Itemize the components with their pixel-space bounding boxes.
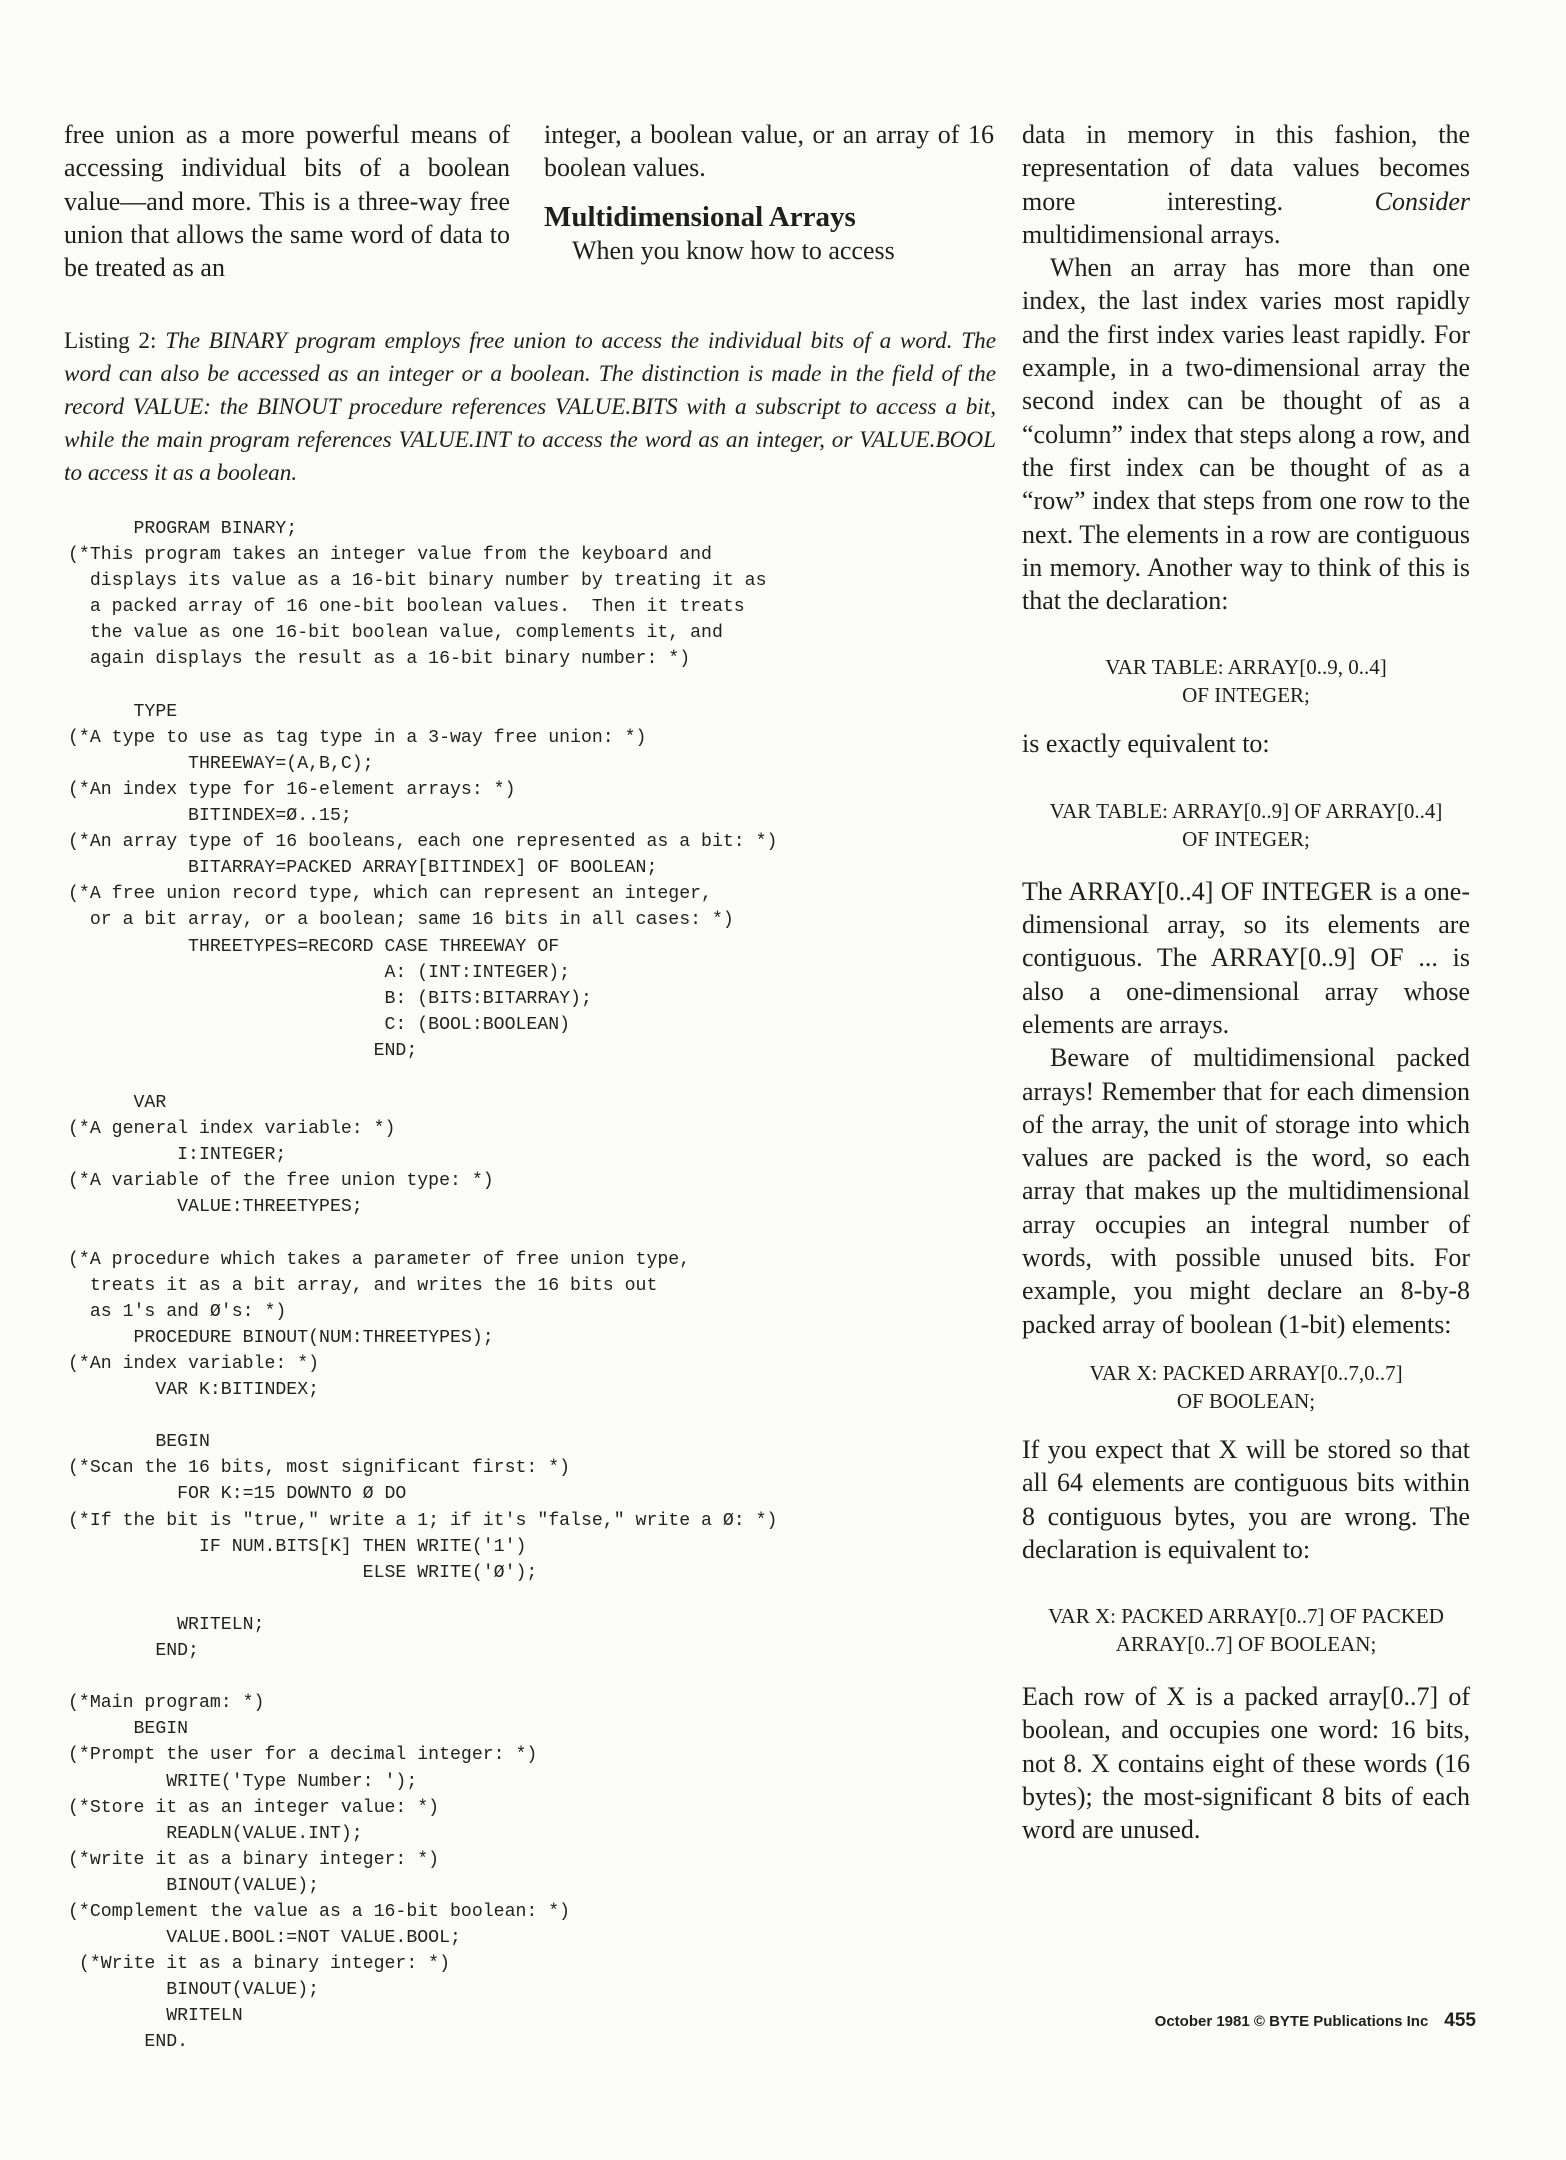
article-column-1 [64, 118, 510, 284]
code-line: or a bit array, or a boolean; same 16 bits in all cases: *) [68, 910, 734, 931]
code-line: BEGIN [68, 1432, 210, 1453]
code-declaration [1022, 1359, 1470, 1415]
page-number: 455 [1444, 2010, 1476, 2031]
code-line: WRITE('Type Number: '); [68, 1771, 418, 1792]
decl-line: VAR TABLE: ARRAY[0..9, 0..4] [1105, 655, 1387, 680]
code-line: BEGIN [68, 1719, 189, 1740]
body-paragraph: When an array has more than one index, the last index varies most rapidly and the first index varies least rapidly. For example, in a two-dimensional array the second index can be thought of as a “column” index that steps along a row, and the first index can be thought of as a “row” index that steps from one row to the next. The elements in a row are contiguous in memory. Another way to think of this is that the declaration: [1022, 253, 1470, 616]
code-line: BITARRAY=PACKED ARRAY[BITINDEX] OF BOOLEAN; [68, 858, 658, 879]
code-line: treats it as a bit array, and writes the 16 bits out [68, 1275, 658, 1296]
body-paragraph: When you know how to access [572, 235, 895, 265]
code-line: END; [68, 1040, 418, 1061]
code-line: VALUE.BOOL:=NOT VALUE.BOOL; [68, 1928, 461, 1949]
body-text: multidimensional arrays. [1022, 219, 1281, 249]
code-line: (*Complement the value as a 16-bit boolean: *) [68, 1901, 571, 1922]
emphasis-text: Consider [1374, 186, 1470, 216]
body-text: data in memory in this fashion, the representation of data values becomes more interesting. [1022, 120, 1470, 216]
code-line: (*A type to use as tag type in a 3-way free union: *) [68, 727, 647, 748]
decl-line: VAR X: PACKED ARRAY[0..7,0..7] [1089, 1360, 1403, 1385]
code-line [68, 1064, 1008, 1090]
code-line: END. [68, 2032, 189, 2053]
code-line: IF NUM.BITS[K] THEN WRITE('1') [68, 1536, 527, 1557]
code-line: (*A variable of the free union type: *) [68, 1171, 494, 1192]
decl-line: OF INTEGER; [1182, 683, 1310, 708]
code-line: BINOUT(VALUE); [68, 1980, 320, 2001]
code-line [68, 1403, 1008, 1429]
code-line: TYPE [68, 701, 178, 722]
code-line: I:INTEGER; [68, 1145, 287, 1166]
listing-caption [64, 325, 996, 490]
code-line: (*Prompt the user for a decimal integer: *) [68, 1745, 538, 1766]
code-line: (*Store it as an integer value: *) [68, 1797, 440, 1818]
decl-line: VAR TABLE: ARRAY[0..9] OF ARRAY[0..4] [1049, 798, 1443, 823]
code-line: READLN(VALUE.INT); [68, 1823, 363, 1844]
code-line: VALUE:THREETYPES; [68, 1197, 363, 1218]
code-line: (*This program takes an integer value from the keyboard and [68, 545, 712, 566]
decl-line: VAR X: PACKED ARRAY[0..7] OF PACKED [1048, 1604, 1444, 1629]
code-line: (*A free union record type, which can represent an integer, [68, 884, 712, 905]
footer-credit: October 1981 © BYTE Publications Inc [1154, 2013, 1429, 2030]
body-paragraph: is exactly equivalent to: [1022, 729, 1270, 759]
article-column-2 [544, 118, 994, 267]
code-line: a packed array of 16 one-bit boolean values. Then it treats [68, 597, 745, 618]
code-line [68, 1586, 1008, 1612]
page-footer [1126, 2010, 1476, 2032]
decl-line: ARRAY[0..7] OF BOOLEAN; [1115, 1632, 1377, 1657]
code-line: (*A general index variable: *) [68, 1119, 396, 1140]
code-line: VAR K:BITINDEX; [68, 1380, 320, 1401]
code-line: PROGRAM BINARY; [68, 519, 298, 539]
listing-caption-text: The BINARY program employs free union to access the individual bits of a word. The word can also be accessed as an integer or a boolean. The distinction is made in the field of the record VALUE: the BINOUT procedure references VALUE.BITS with a subscript to access a bit, while the main program references VALUE.INT to access the word as an integer, or VALUE.BOOL to access it as a boolean. [64, 328, 997, 486]
code-line: (*Scan the 16 bits, most significant first: *) [68, 1458, 571, 1479]
code-line: VAR [68, 1093, 167, 1114]
body-paragraph: Each row of X is a packed array[0..7] of boolean, and occupies one word: 16 bits, not 8. X contains eight of these words (16 bytes); the most-significant 8 bits of each word are unused. [1022, 1682, 1470, 1845]
code-line: (*Main program: *) [68, 1693, 265, 1714]
code-line: (*An index variable: *) [68, 1354, 320, 1374]
code-line: (*An index type for 16-element arrays: *) [68, 779, 516, 800]
code-line: BITINDEX=Ø..15; [68, 806, 352, 827]
code-line: BINOUT(VALUE); [68, 1875, 320, 1896]
code-line: WRITELN; [68, 1614, 265, 1635]
code-line: ELSE WRITE('Ø'); [68, 1562, 538, 1583]
code-line: WRITELN [68, 2006, 243, 2027]
code-line: the value as one 16-bit boolean value, complements it, and [68, 623, 723, 644]
code-line: (*An array type of 16 booleans, each one represented as a bit: *) [68, 832, 778, 853]
body-paragraph: If you expect that X will be stored so that all 64 elements are contiguous bits within 8 contiguous bytes, you are wrong. The declaration is equivalent to: [1022, 1434, 1470, 1564]
code-line: THREEWAY=(A,B,C); [68, 753, 374, 774]
code-line: A: (INT:INTEGER); [68, 962, 571, 983]
code-line: (*write it as a binary integer: *) [68, 1849, 440, 1870]
code-declaration [1022, 1602, 1470, 1658]
body-paragraph: free union as a more powerful means of accessing individual bits of a boolean value—and more. This is a three-way free union that allows the same word of data to be treated as an [64, 120, 510, 283]
section-heading: Multidimensional Arrays [544, 200, 856, 233]
code-line: as 1's and Ø's: *) [68, 1301, 287, 1322]
body-paragraph: integer, a boolean value, or an array of 16 boolean values. [544, 120, 994, 183]
code-line [68, 673, 1008, 699]
decl-line: OF INTEGER; [1182, 826, 1310, 851]
code-line: (*If the bit is "true," write a 1; if it's "false," write a Ø: *) [68, 1510, 778, 1531]
code-line: FOR K:=15 DOWNTO Ø DO [68, 1484, 407, 1505]
code-line: again displays the result as a 16-bit binary number: *) [68, 649, 691, 670]
code-line [68, 1664, 1008, 1690]
body-paragraph: The ARRAY[0..4] OF INTEGER is a one-dimensional array, so its elements are contiguous. The ARRAY[0..9] OF ... is also a one-dimensional array whose elements are arrays. [1022, 876, 1470, 1039]
code-declaration [1022, 797, 1470, 853]
body-paragraph: Beware of multidimensional packed arrays! Remember that for each dimension of the array, the unit of storage into which values are packed is the word, so each array that makes up the multidimensional array occupies an integral number of words, with possible unused bits. For example, you might declare an 8-by-8 packed array of boolean (1-bit) elements: [1022, 1043, 1470, 1339]
code-line: B: (BITS:BITARRAY); [68, 988, 592, 1009]
article-column-3 [1022, 118, 1470, 1847]
code-line: THREETYPES=RECORD CASE THREEWAY OF [68, 936, 560, 957]
code-line: displays its value as a 16-bit binary number by treating it as [68, 571, 767, 592]
code-line [68, 1221, 1008, 1247]
decl-line: OF BOOLEAN; [1176, 1388, 1316, 1413]
code-line: C: (BOOL:BOOLEAN) [68, 1014, 571, 1035]
code-declaration [1022, 653, 1470, 709]
code-listing [68, 516, 1008, 2056]
code-line: (*Write it as a binary integer: *) [68, 1954, 450, 1975]
code-line: (*A procedure which takes a parameter of free union type, [68, 1249, 691, 1270]
code-line: END; [68, 1641, 199, 1662]
listing-label: Listing 2: [64, 328, 157, 354]
body-paragraph [1022, 118, 1470, 251]
code-line: PROCEDURE BINOUT(NUM:THREETYPES); [68, 1327, 494, 1348]
